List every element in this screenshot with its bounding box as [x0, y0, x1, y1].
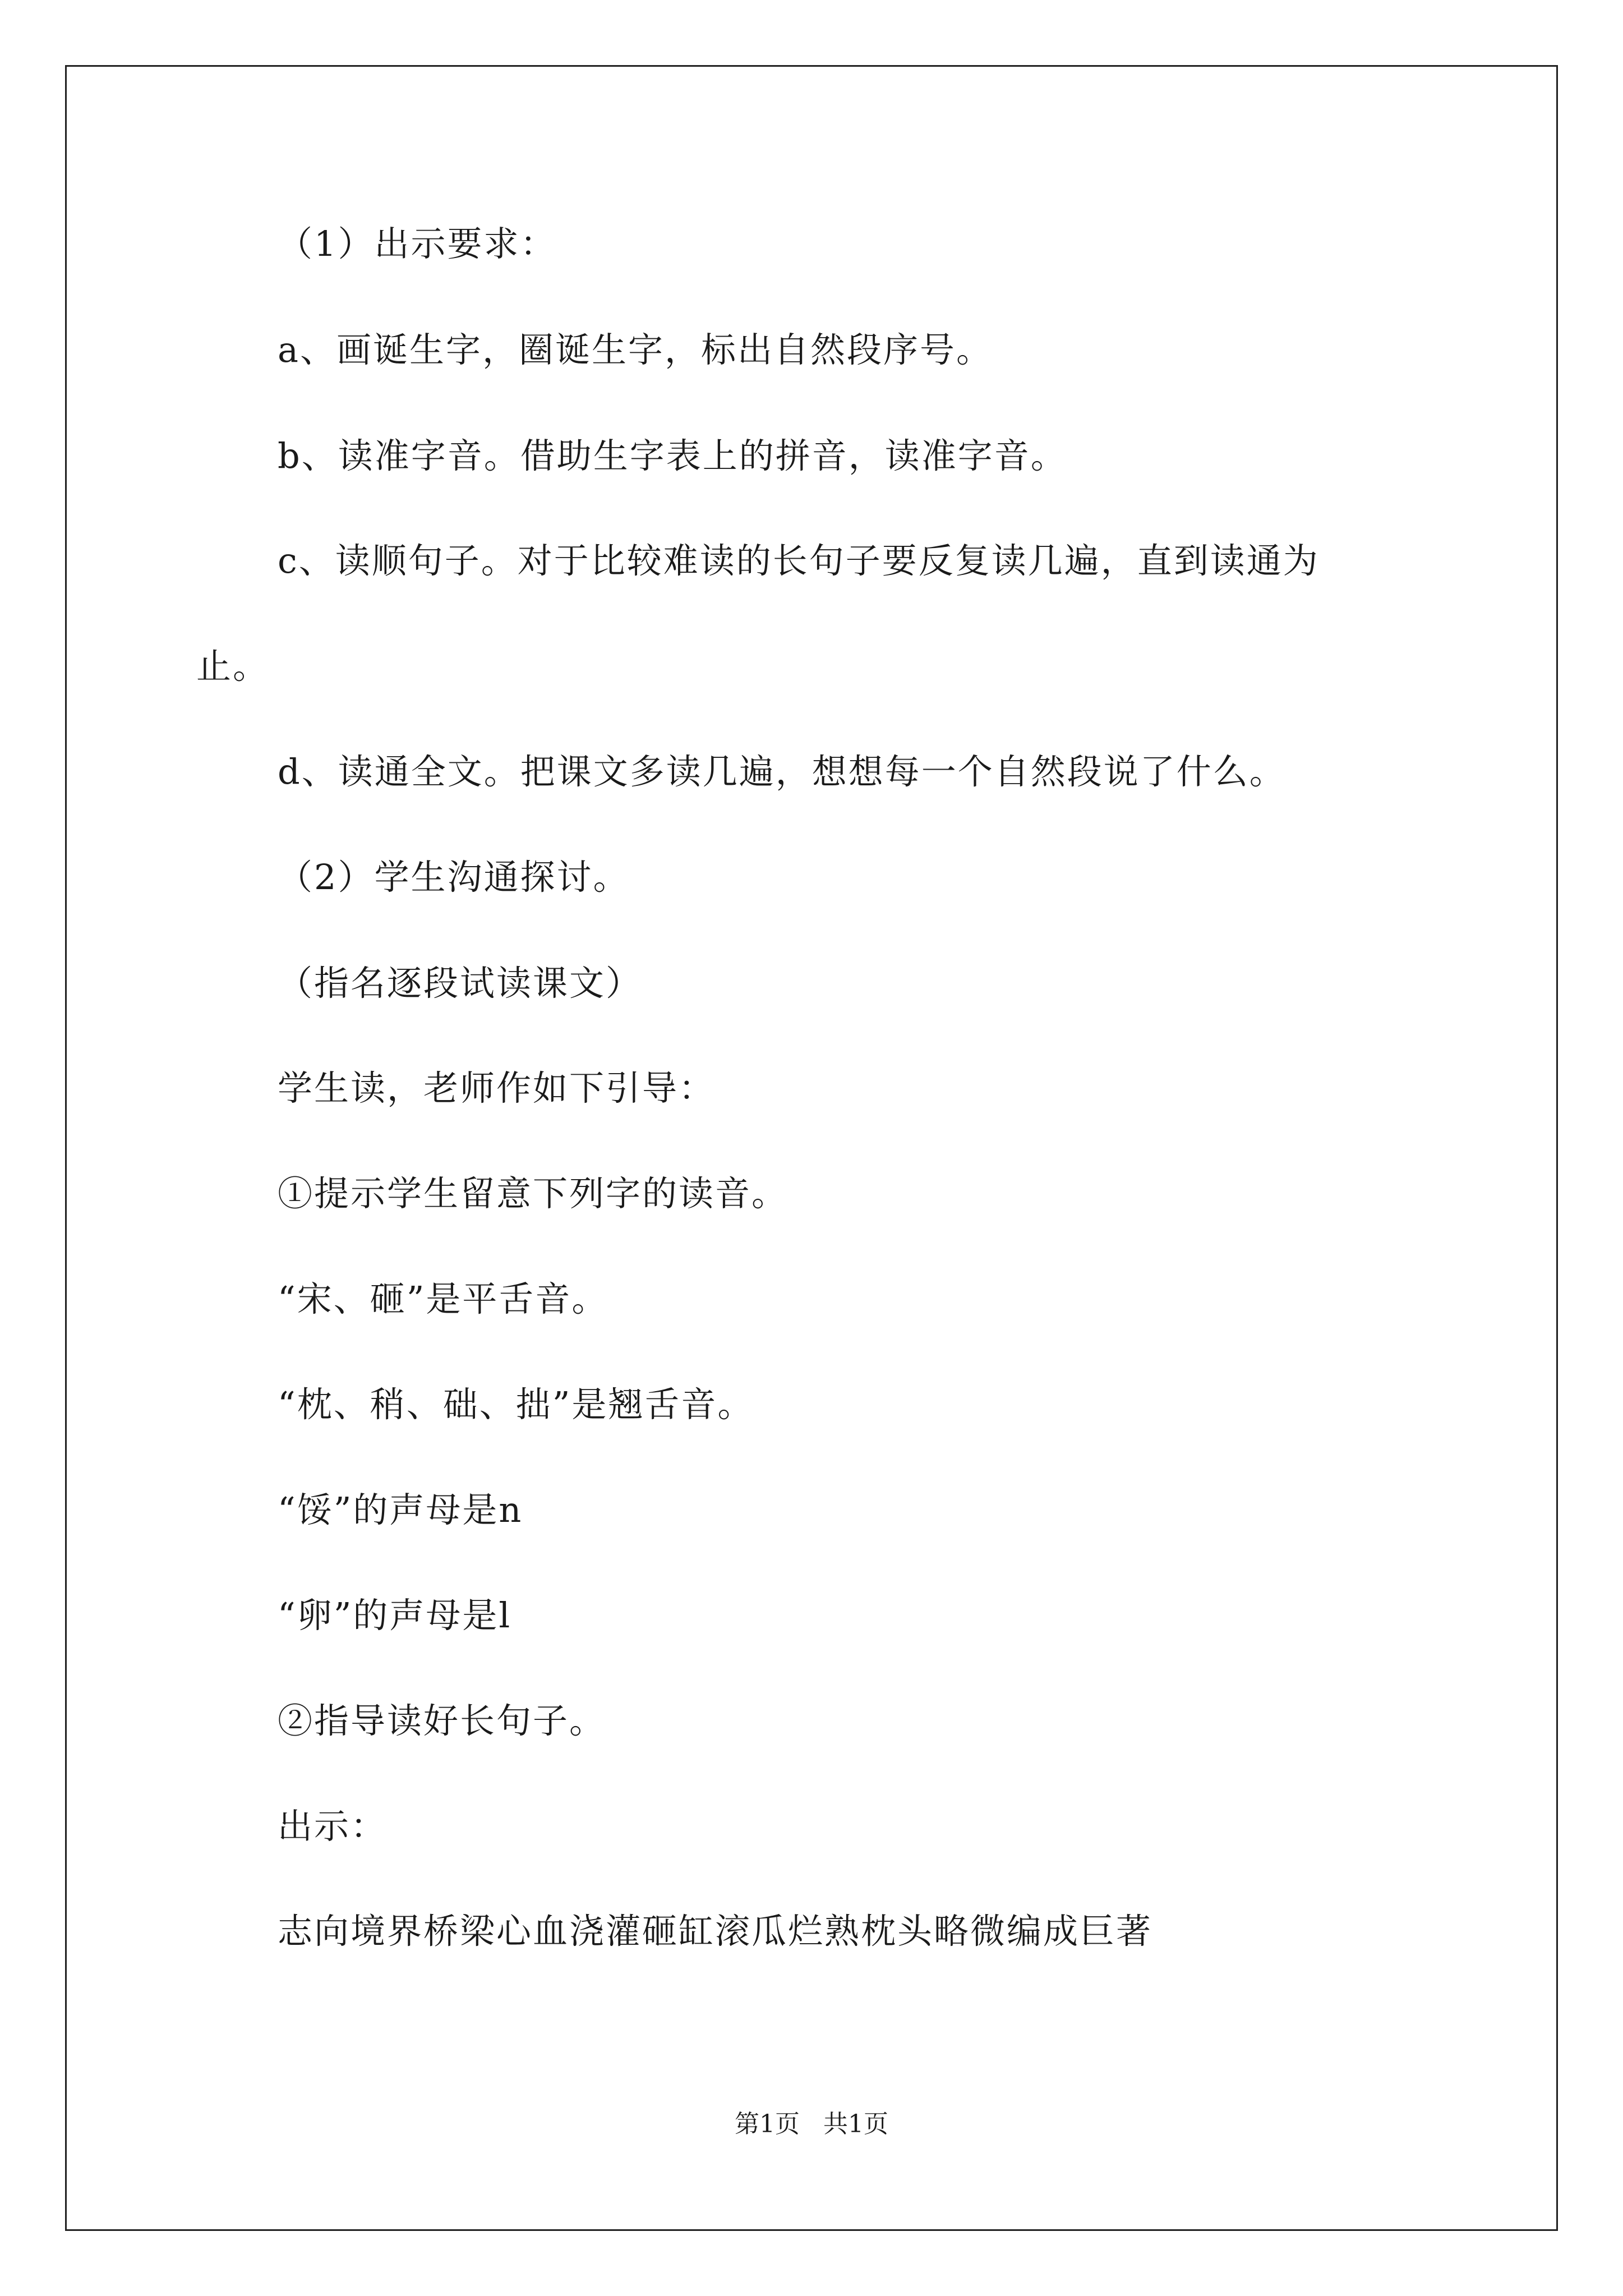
text-line: （指名逐段试读课文）: [278, 963, 643, 1004]
text-line: （1）出示要求：: [278, 223, 557, 264]
text-line: 志向境界桥梁心血浇灌砸缸滚瓜烂熟枕头略微编成巨著: [278, 1911, 1153, 1952]
page-border: [65, 65, 1558, 2231]
text-line: “卵”的声母是l: [278, 1595, 512, 1636]
text-line: 学生读，老师作如下引导：: [278, 1068, 716, 1108]
text-line: c、读顺句子。对于比较难读的长句子要反复读几遍，直到读通为: [278, 540, 1320, 581]
text-line: a、画诞生字，圈诞生字，标出自然段序号。: [278, 329, 993, 370]
text-line: “宋、砸”是平舌音。: [278, 1278, 608, 1319]
text-line: 出示：: [278, 1806, 388, 1847]
text-line: ①提示学生留意下列字的读音。: [278, 1173, 789, 1214]
text-line: 止。: [196, 646, 270, 687]
text-line: ②指导读好长句子。: [278, 1700, 606, 1741]
text-line: “枕、稍、础、拙”是翘舌音。: [278, 1384, 754, 1425]
text-line: d、读通全文。把课文多读几遍，想想每一个自然段说了什么。: [278, 751, 1286, 792]
text-line: b、读准字音。借助生字表上的拼音，读准字音。: [278, 435, 1067, 476]
page-footer: 第1页 共1页: [735, 2110, 888, 2138]
text-line: （2）学生沟通探讨。: [278, 857, 630, 898]
text-line: “馁”的声母是n: [278, 1489, 523, 1530]
